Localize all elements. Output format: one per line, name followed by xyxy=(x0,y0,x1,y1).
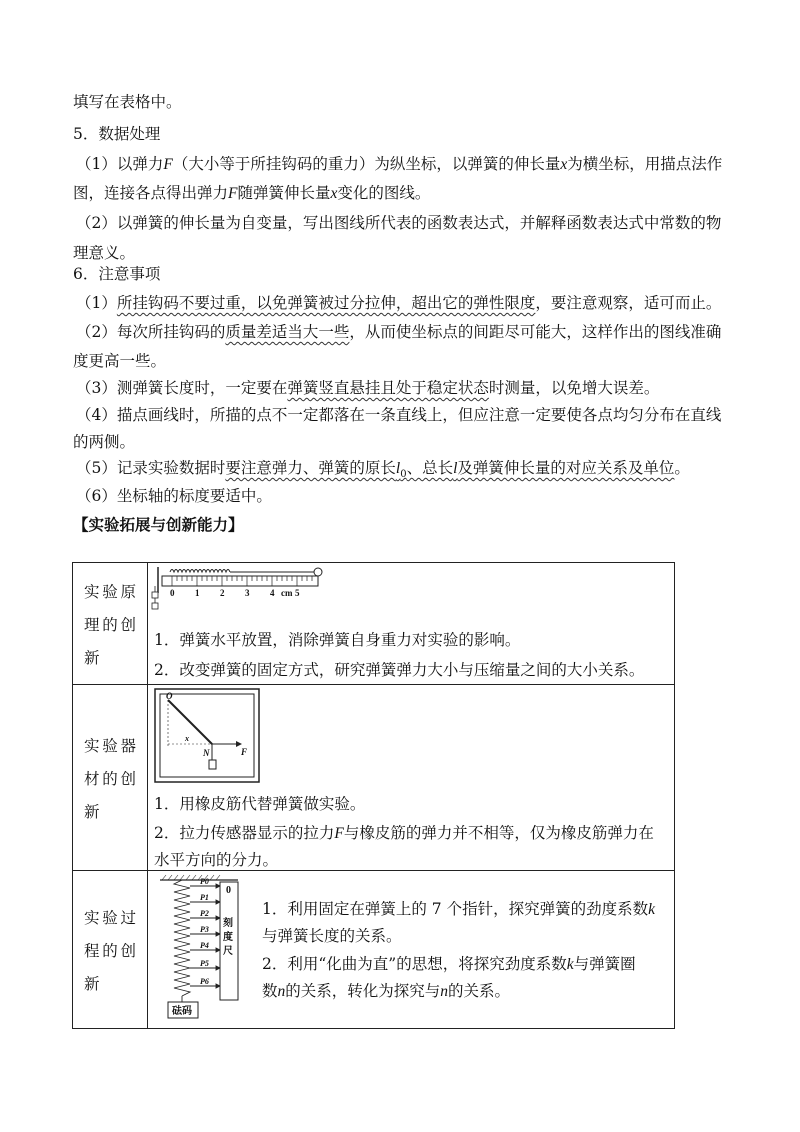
pointer-p3-label: P3 xyxy=(200,925,209,934)
ruler-tick-3: 3 xyxy=(245,588,250,598)
section5-p2b: 理意义。 xyxy=(73,244,136,262)
process-line-1a: 1．利用固定在弹簧上的 7 个指针，探究弹簧的劲度系数k xyxy=(262,900,655,918)
x-label: x xyxy=(185,734,189,743)
scale-char-2: 度 xyxy=(223,932,233,943)
row-content-principle xyxy=(148,563,675,685)
ruler-tick-5: 5 xyxy=(295,588,300,598)
vertical-spring-pointers-figure xyxy=(160,874,242,1024)
principle-line-2: 2．改变弹簧的固定方式，研究弹簧弹力大小与压缩量之间的大小关系。 xyxy=(154,661,645,679)
process-line-2a: 2．利用“化曲为直”的思想，将探究劲度系数k与弹簧圈 xyxy=(262,955,636,973)
pointer-p1-label: P1 xyxy=(200,893,209,902)
point-n-label: N xyxy=(203,748,210,758)
table-row-principle xyxy=(73,563,675,685)
row-label-process: 实验过 程的创 新 xyxy=(73,871,148,1029)
scale-char-3: 尺 xyxy=(223,946,233,957)
section5-p1: （1）以弹力F（大小等于所挂钩码的重力）为纵坐标，以弹簧的伸长量x为横坐标，用描点法作 xyxy=(76,155,723,173)
ruler-tick-0: 0 xyxy=(170,588,175,598)
pointer-p6-label: P6 xyxy=(200,977,209,986)
pointer-p4-label: P4 xyxy=(200,941,209,950)
point-o-label: O xyxy=(166,691,173,701)
row-label-principle: 实验原 理的创 新 xyxy=(73,563,148,685)
section5-title: 5．数据处理 xyxy=(73,125,161,143)
process-line-1b: 与弹簧长度的关系。 xyxy=(262,927,402,945)
ruler-tick-1: 1 xyxy=(195,588,200,598)
table-row-equipment xyxy=(73,685,675,871)
note-6: （6）坐标轴的标度要适中。 xyxy=(76,487,272,505)
ruler-unit: cm xyxy=(281,588,293,598)
note-1: （1）所挂钩码不要过重，以免弹簧被过分拉伸，超出它的弹性限度，要注意观察，适可而止。 xyxy=(76,294,722,312)
pointer-p5-label: P5 xyxy=(200,959,209,968)
note-4a: （4）描点画线时，所描的点不一定都落在一条直线上，但应注意一定要使各点均匀分布在直线 xyxy=(76,406,722,424)
innovation-table xyxy=(72,562,675,1029)
principle-line-1: 1．弹簧水平放置，消除弹簧自身重力对实验的影响。 xyxy=(154,631,521,649)
intro-line: 填写在表格中。 xyxy=(73,93,182,111)
equipment-line-2a: 2．拉力传感器显示的拉力F与橡皮筋的弹力并不相等，仅为橡皮筋弹力在 xyxy=(154,824,654,842)
equipment-line-1: 1．用橡皮筋代替弹簧做实验。 xyxy=(154,795,366,813)
extension-heading: 【实验拓展与创新能力】 xyxy=(73,515,244,534)
process-text xyxy=(256,871,655,1002)
scale-char-1: 刻 xyxy=(223,918,233,929)
note-3: （3）测弹簧长度时，一定要在弹簧竖直悬挂且处于稳定状态时测量，以免增大误差。 xyxy=(76,379,660,397)
ruler-tick-2: 2 xyxy=(220,588,225,598)
table-row-process xyxy=(73,871,675,1029)
equipment-line-2b: 水平方向的分力。 xyxy=(154,851,279,869)
scale-zero-label: 0 xyxy=(226,885,231,896)
note-2a: （2）每次所挂钩码的质量差适当大一些，从而使坐标点的间距尽可能大，这样作出的图线准确 xyxy=(76,323,722,341)
rubber-band-sensor-figure xyxy=(154,688,279,785)
force-f-label: F xyxy=(241,747,248,757)
note-2b: 度更高一些。 xyxy=(73,352,167,370)
process-line-2b: 数n的关系，转化为探究与n的关系。 xyxy=(262,982,511,1000)
note-4b: 的两侧。 xyxy=(73,433,136,451)
horizontal-spring-ruler-figure xyxy=(148,563,328,623)
section6-title: 6．注意事项 xyxy=(73,265,161,283)
ruler-tick-4: 4 xyxy=(270,588,275,598)
row-label-equipment: 实验器 材的创 新 xyxy=(73,685,148,871)
section5-p1b: 图，连接各点得出弹力F随弹簧伸长量x变化的图线。 xyxy=(73,184,431,202)
row-content-process xyxy=(148,871,675,1029)
pointer-p2-label: P2 xyxy=(200,909,209,918)
note-5: （5）记录实验数据时要注意弹力、弹簧的原长$l_0$、总长l及弹簧伸长量的对应关系及单位。 xyxy=(76,459,690,481)
pointer-p0-label: P0 xyxy=(200,877,209,886)
row-content-equipment xyxy=(148,685,675,871)
weight-label: 砝码 xyxy=(172,1006,192,1017)
section5-p2a: （2）以弹簧的伸长量为自变量，写出图线所代表的函数表达式，并解释函数表达式中常数的物 xyxy=(76,214,722,232)
